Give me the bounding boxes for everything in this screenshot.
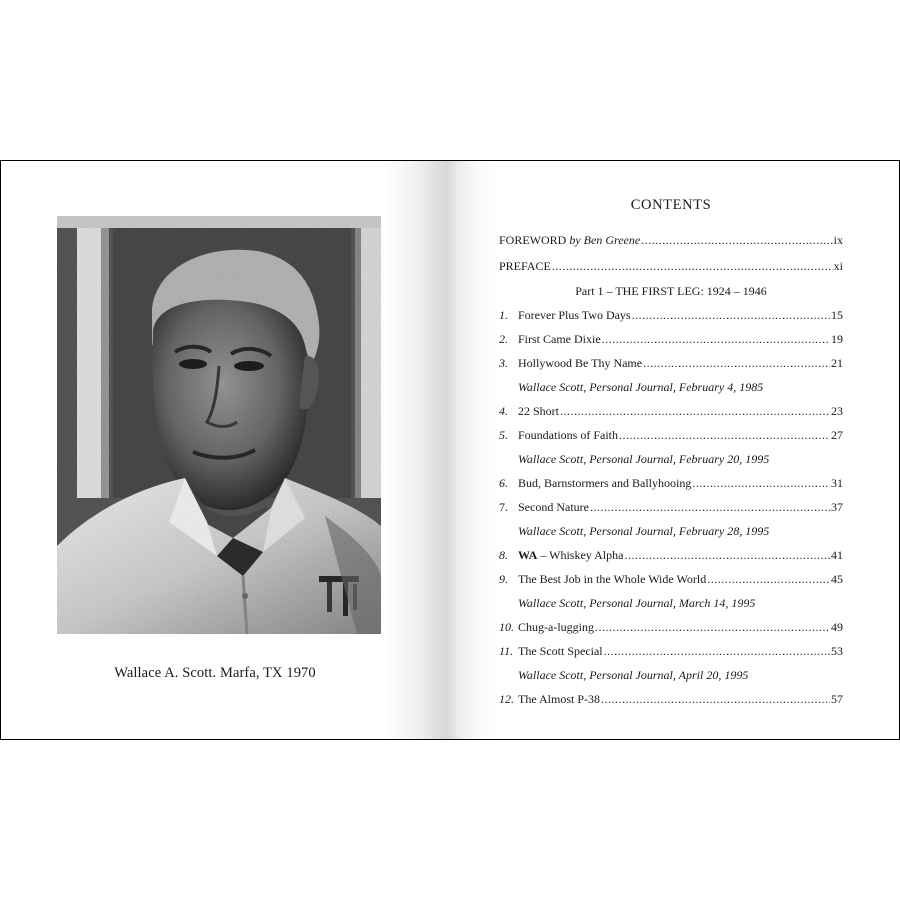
toc-page-number: 31 xyxy=(831,476,843,490)
dot-leader xyxy=(560,404,830,419)
toc-page-number: 45 xyxy=(831,572,843,586)
journal-entry xyxy=(499,524,843,540)
toc-page-number: 37 xyxy=(831,500,843,514)
dot-leader xyxy=(707,572,830,587)
toc-page-number: 27 xyxy=(831,428,843,442)
toc-byline: by Ben Greene xyxy=(569,233,641,247)
dot-leader xyxy=(604,644,830,659)
toc-title: The Scott Special xyxy=(518,644,603,658)
toc-page-number: 57 xyxy=(831,692,843,706)
toc-entry-preface xyxy=(499,259,843,275)
toc-title: – Whiskey Alpha xyxy=(537,548,624,562)
toc-entry xyxy=(499,572,843,588)
toc-number: 6. xyxy=(499,476,508,490)
journal-text: Wallace Scott, Personal Journal, April 20, 1995 xyxy=(518,668,749,682)
toc-entry xyxy=(499,332,843,348)
toc-number: 2. xyxy=(499,332,508,346)
dot-leader xyxy=(641,233,832,248)
toc-title: 22 Short xyxy=(518,404,560,418)
book-spread xyxy=(0,160,900,740)
toc-number: 10. xyxy=(499,620,514,634)
contents-heading: CONTENTS xyxy=(630,197,712,213)
dot-leader xyxy=(552,259,833,274)
toc-number: 7. xyxy=(499,500,508,514)
toc-number: 3. xyxy=(499,356,508,370)
toc-page-number: 53 xyxy=(831,644,843,658)
journal-text: Wallace Scott, Personal Journal, February 20, 1995 xyxy=(518,452,770,466)
toc-title: First Came Dixie xyxy=(518,332,601,346)
part-heading-text: Part 1 – THE FIRST LEG: 1924 – 1946 xyxy=(575,284,767,298)
toc-title: PREFACE xyxy=(499,259,551,273)
dot-leader xyxy=(619,428,830,443)
photo-caption: Wallace A. Scott. Marfa, TX 1970 xyxy=(114,665,316,681)
toc-page-number: 15 xyxy=(831,308,843,322)
toc-entry xyxy=(499,356,843,372)
toc-number: 5. xyxy=(499,428,508,442)
journal-entry xyxy=(499,596,843,612)
toc-number: 4. xyxy=(499,404,508,418)
toc-title: Second Nature xyxy=(518,500,589,514)
toc-page-number: ix xyxy=(833,233,843,247)
left-page xyxy=(1,161,445,739)
toc-number: 12. xyxy=(499,692,514,706)
journal-text: Wallace Scott, Personal Journal, March 14, 1995 xyxy=(518,596,756,610)
dot-leader xyxy=(624,548,830,563)
journal-entry xyxy=(499,668,843,684)
toc-entry xyxy=(499,548,843,564)
toc-page-number: 41 xyxy=(831,548,843,562)
dot-leader xyxy=(632,308,830,323)
journal-entry xyxy=(499,452,843,468)
toc-page-number: 21 xyxy=(831,356,843,370)
portrait-photo xyxy=(57,216,381,634)
toc-entry xyxy=(499,644,843,660)
toc-entry xyxy=(499,500,843,516)
toc-entry xyxy=(499,404,843,420)
dot-leader xyxy=(602,332,830,347)
toc-entry-foreword xyxy=(499,233,843,249)
toc-title: Bud, Barnstormers and Ballyhooing xyxy=(518,476,692,490)
dot-leader xyxy=(590,500,830,515)
dot-leader xyxy=(595,620,830,635)
dot-leader xyxy=(692,476,830,491)
toc-page-number: 19 xyxy=(831,332,843,346)
toc-entry xyxy=(499,308,843,324)
toc-title: FOREWORD xyxy=(499,233,570,247)
toc-entry xyxy=(499,428,843,444)
toc-entry xyxy=(499,620,843,636)
toc-page-number: xi xyxy=(833,259,843,273)
toc-title: The Almost P-38 xyxy=(518,692,601,706)
toc-title: Chug-a-lugging xyxy=(518,620,594,634)
journal-entry xyxy=(499,380,843,396)
dot-leader xyxy=(643,356,830,371)
toc-title: Hollywood Be Thy Name xyxy=(518,356,643,370)
part-heading xyxy=(499,284,843,300)
toc-page-number: 23 xyxy=(831,404,843,418)
toc-title: Foundations of Faith xyxy=(518,428,619,442)
toc-title: The Best Job in the Whole Wide World xyxy=(518,572,707,586)
toc-title-bold: WA xyxy=(518,548,538,562)
toc-title: Forever Plus Two Days xyxy=(518,308,631,322)
toc-number: 9. xyxy=(499,572,508,586)
toc-entry xyxy=(499,692,843,708)
journal-text: Wallace Scott, Personal Journal, February 28, 1995 xyxy=(518,524,770,538)
toc-page-number: 49 xyxy=(831,620,843,634)
dot-leader xyxy=(601,692,830,707)
toc-number: 1. xyxy=(499,308,508,322)
toc-number: 8. xyxy=(499,548,508,562)
toc-entry xyxy=(499,476,843,492)
journal-text: Wallace Scott, Personal Journal, February 4, 1985 xyxy=(518,380,764,394)
toc-number: 11. xyxy=(499,644,514,658)
